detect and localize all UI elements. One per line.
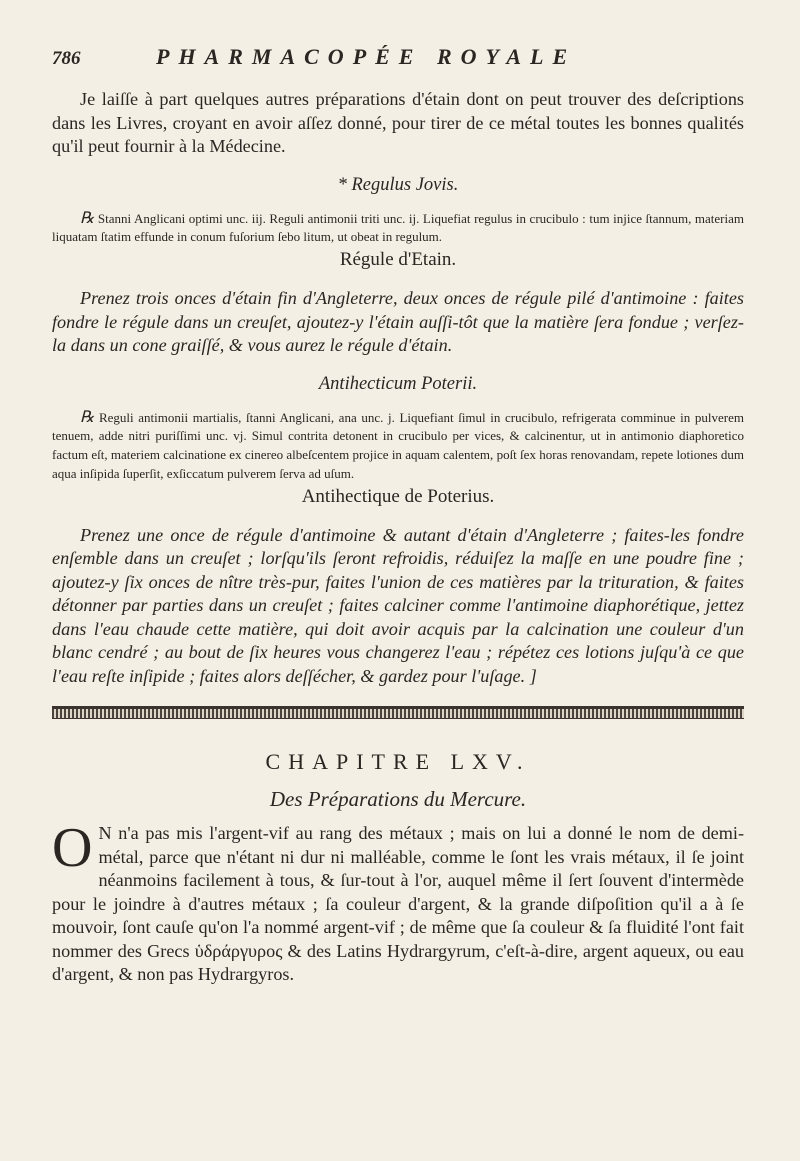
running-title: PHARMACOPÉE ROYALE — [156, 44, 577, 69]
antihectique-heading: Antihectique de Poterius. — [301, 485, 495, 507]
antihecticum-heading: Antihecticum Poterii. — [318, 373, 478, 394]
antihectique-french-recipe: Prenez une once de régule d'antimoine & autant d'étain d'Angleterre ; faites-les fondre enſemble dans un creuſet ; lorſqu'ils ſeront refroidis, réduiſez la maſſe en une poudre fine ; ajoutez-y ſix onces de nître très-pur, faites l'union de ces matières par la trituration, & faites détonner par parties dans un creuſet ; faites calciner comme l'antimoine diaphorétique, jettez dans l'eau chaude cette matière, qui doit avoir acquis par la calcination une couleur d'un blanc cendré ; au bout de ſix heures vous changerez l'eau ; répétez ces lotions juſqu'à ce que l'eau reſte inſipide ; faites alors deſſécher, & gardez pour l'uſage. ] — [52, 524, 744, 686]
regulus-latin-text: Stanni Anglicani optimi unc. iij. Reguli antimonii triti unc. ij. Liquefiat regulus in crucibulo : tum injice ſtannum, materiam liquatam ſtatim effunde in conum fuſorium ſebo litum, ut obeat in regulum. — [52, 210, 745, 245]
chapter-title: Des Préparations du Mercure. — [269, 787, 527, 812]
regulus-jovis-heading: * Regulus Jovis. — [337, 174, 459, 195]
regulus-latin-recipe — [52, 210, 744, 248]
page-content — [52, 88, 744, 987]
antihecticum-latin-text: Reguli antimonii martialis, ſtanni Anglicani, ana unc. j. Liquefiant ſimul in crucibulo, refrigerata comminue in pulverem tenuem, adde nitri puriſſimi unc. vj. Simul contrita detonent in crucibulo per vices, & calcinentur, ut in antimonio diaphoretico factum eſt, materiem calcinatione ex cinereo albeſcentem projice in aquam calentem, poſt ſex horas renovandam, repete lotiones dum aqua inſipida ſuperſit, exſiccatum pulverem ſerva ad uſum. — [52, 409, 744, 481]
intro-paragraph: Je laiſſe à part quelques autres préparations d'étain dont on peut trouver des deſcriptions dans les Livres, croyant en avoir aſſez donné, pour tirer de ce métal toutes les bonnes qualités qu'il peut fournir à la Médecine. — [52, 89, 744, 156]
antihecticum-latin-recipe — [52, 409, 744, 484]
chapter-body-text: N n'a pas mis l'argent-vif au rang des métaux ; mais on lui a donné le nom de demi-métal, parce que n'étant ni dur ni malléable, comme le ſont les vrais métaux, il ſe joint néanmoins facilement à tous, & ſur-tout à l'or, auquel même il ſert ſouvent d'intermède pour le joindre à d'autres métaux ; ſa couleur d'argent, & la grande diſpoſition qu'il a à ſe mouvoir, ſont cauſe qu'on l'a nommé argent-vif ; de même que ſa couleur & ſa fluidité l'ont fait nommer des Grecs ὑδράργυρος & des Latins Hydrargyrum, c'eſt-à-dire, argent aqueux, ou eau d'argent, & non pas Hydrargyros. — [52, 823, 744, 985]
ornamental-divider — [52, 706, 744, 719]
regule-etain-heading: Régule d'Etain. — [339, 249, 457, 271]
page-header — [52, 44, 742, 74]
recipe-symbol-icon: ℞ — [80, 408, 95, 426]
drop-cap: O — [52, 817, 93, 880]
chapter-body — [52, 817, 744, 987]
chapter-heading: CHAPITRE LXV. — [265, 749, 531, 775]
regulus-french-recipe: Prenez trois onces d'étain fin d'Angleterre, deux onces de régule pilé d'antimoine : faites fondre le régule dans un creuſet, ajoutez-y l'étain auſſi-tôt que la matière ſera fondue ; verſez-la dans un cone graiſſé, & vous aurez le régule d'étain. — [52, 288, 744, 356]
page-number: 786 — [52, 48, 81, 69]
recipe-symbol-icon: ℞ — [80, 209, 95, 227]
